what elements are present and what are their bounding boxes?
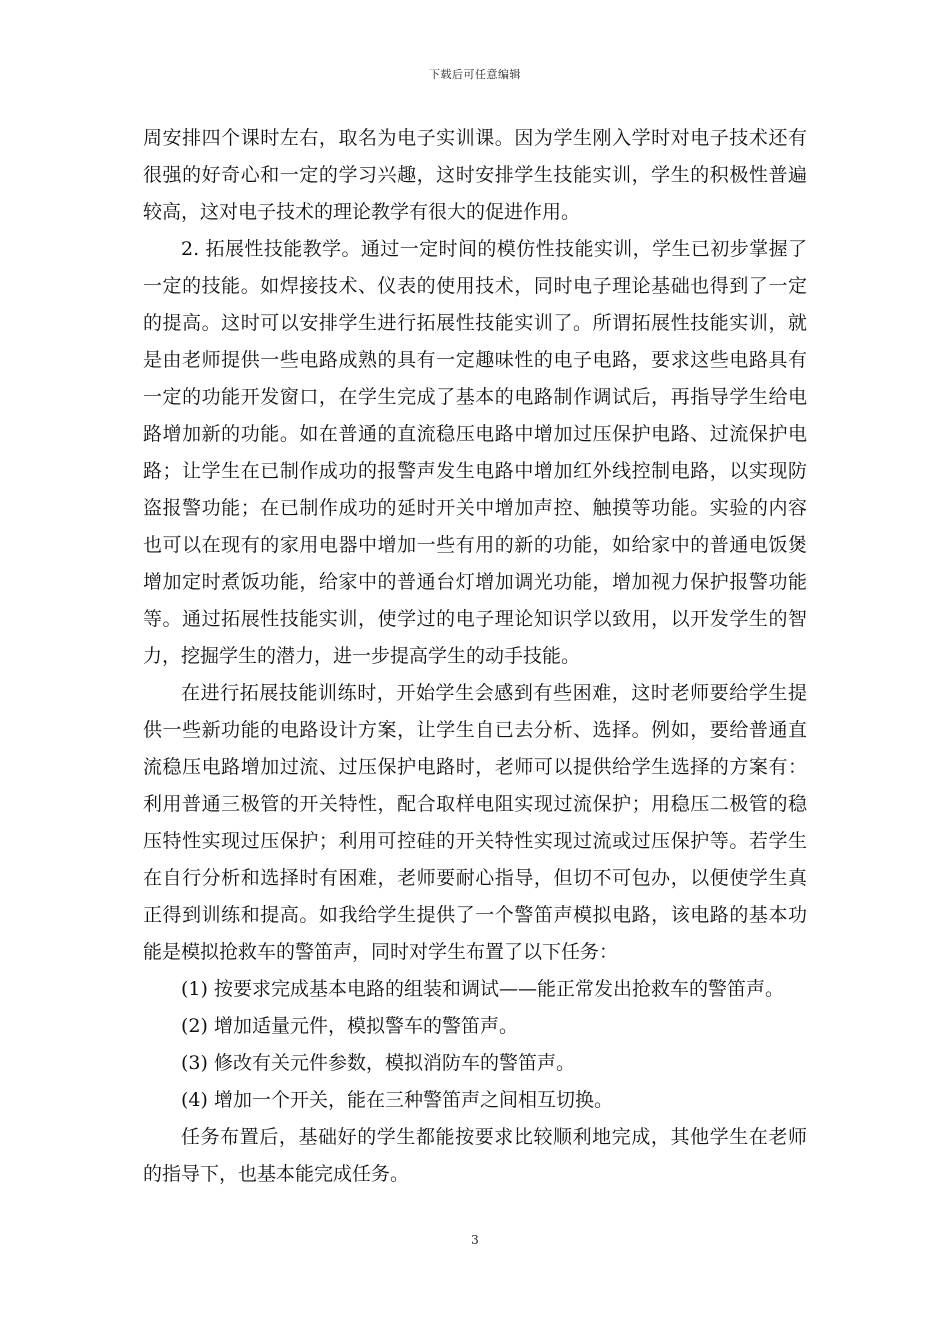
text-line: 等。通过拓展性技能实训，使学过的电子理论知识学以致用，以开发学生的智 <box>143 608 807 630</box>
paragraph <box>143 120 807 231</box>
text-line: 压特性实现过压保护；利用可控硅的开关特性实现过流或过压保护等。若学生 <box>143 830 807 852</box>
text-line: 在进行拓展技能训练时，开始学生会感到有些困难，这时老师要给学生提 <box>181 682 807 704</box>
text-line: 一定的技能。如焊接技术、仪表的使用技术，同时电子理论基础也得到了一定 <box>143 275 807 297</box>
text-line: 盗报警功能；在已制作成功的延时开关中增加声控、触摸等功能。实验的内容 <box>143 497 807 519</box>
text-line: 利用普通三极管的开关特性，配合取样电阻实现过流保护；用稳压二极管的稳 <box>143 793 807 815</box>
text-line: 也可以在现有的家用电器中增加一些有用的新的功能，如给家中的普通电饭煲 <box>143 534 807 556</box>
text-line: (1) 按要求完成基本电路的组装和调试——能正常发出抢救车的警笛声。 <box>181 978 784 1000</box>
paragraph <box>143 1082 807 1119</box>
text-line: 是由老师提供一些电路成熟的具有一定趣味性的电子电路，要求这些电路具有 <box>143 349 807 371</box>
text-line: 2. 拓展性技能教学。通过一定时间的模仿性技能实训，学生已初步掌握了 <box>181 238 807 260</box>
text-line: (4) 增加一个开关，能在三种警笛声之间相互切换。 <box>181 1089 613 1111</box>
paragraph <box>143 231 807 675</box>
page-number: 3 <box>471 1233 479 1247</box>
text-line: 任务布置后，基础好的学生都能按要求比较顺利地完成，其他学生在老师 <box>181 1126 807 1148</box>
text-line: 很强的好奇心和一定的学习兴趣，这时安排学生技能实训，学生的积极性普遍 <box>143 164 807 186</box>
text-line: (2) 增加适量元件，模拟警车的警笛声。 <box>181 1015 518 1037</box>
text-line: 流稳压电路增加过流、过压保护电路时，老师可以提供给学生选择的方案有： <box>143 756 807 778</box>
text-line: 路；让学生在已制作成功的报警声发生电路中增加红外线控制电路，以实现防 <box>143 460 807 482</box>
text-line: 的指导下，也基本能完成任务。 <box>143 1163 410 1185</box>
paragraph <box>143 675 807 971</box>
text-line: (3) 修改有关元件参数，模拟消防车的警笛声。 <box>181 1052 575 1074</box>
text-line: 力，挖掘学生的潜力，进一步提高学生的动手技能。 <box>143 645 581 667</box>
text-line: 周安排四个课时左右，取名为电子实训课。因为学生刚入学时对电子技术还有 <box>143 127 807 149</box>
text-line: 的提高。这时可以安排学生进行拓展性技能实训了。所谓拓展性技能实训，就 <box>143 312 807 334</box>
text-line: 正得到训练和提高。如我给学生提供了一个警笛声模拟电路，该电路的基本功 <box>143 904 807 926</box>
paragraph <box>143 971 807 1008</box>
text-line: 供一些新功能的电路设计方案，让学生自已去分析、选择。例如，要给普通直 <box>143 719 807 741</box>
text-line: 路增加新的功能。如在普通的直流稳压电路中增加过压保护电路、过流保护电 <box>143 423 807 445</box>
paragraph <box>143 1008 807 1045</box>
text-line: 能是模拟抢救车的警笛声，同时对学生布置了以下任务： <box>143 941 619 963</box>
paragraph <box>143 1045 807 1082</box>
text-line: 在自行分析和选择时有困难，老师要耐心指导，但切不可包办，以便使学生真 <box>143 867 807 889</box>
page-header: 下载后可任意编辑 <box>429 68 521 81</box>
text-line: 增加定时煮饭功能，给家中的普通台灯增加调光功能，增加视力保护报警功能 <box>143 571 807 593</box>
document-body <box>143 120 807 1193</box>
text-line: 较高，这对电子技术的理论教学有很大的促进作用。 <box>143 201 581 223</box>
paragraph <box>143 1119 807 1193</box>
text-line: 一定的功能开发窗口，在学生完成了基本的电路制作调试后，再指导学生给电 <box>143 386 807 408</box>
